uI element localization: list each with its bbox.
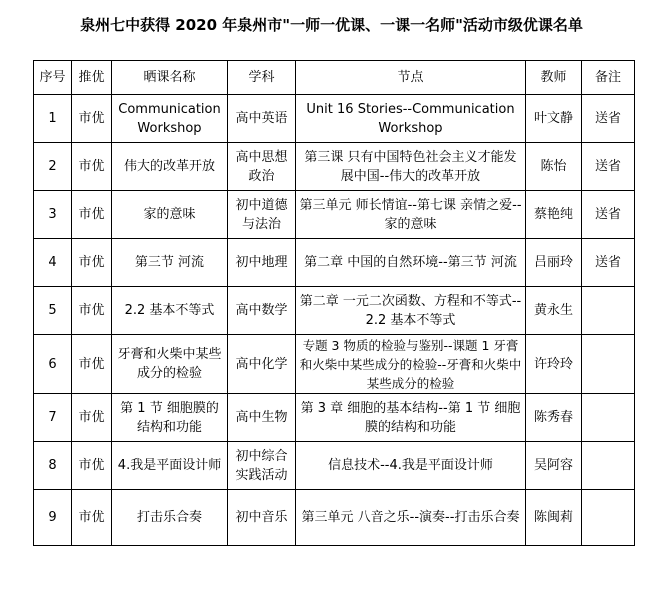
cell-recommend: 市优 — [72, 143, 112, 191]
cell-index: 5 — [34, 287, 72, 335]
cell-node: 第二章 一元二次函数、方程和不等式--2.2 基本不等式 — [296, 287, 526, 335]
table-row — [34, 143, 635, 191]
award-list-table — [33, 60, 635, 546]
cell-lesson-name: 2.2 基本不等式 — [112, 287, 228, 335]
cell-recommend: 市优 — [72, 191, 112, 239]
table-row — [34, 394, 635, 442]
cell-remark — [582, 287, 635, 335]
header-lesson-name: 晒课名称 — [112, 61, 228, 95]
cell-subject: 高中思想政治 — [228, 143, 296, 191]
table-row — [34, 191, 635, 239]
cell-recommend: 市优 — [72, 95, 112, 143]
table-row — [34, 95, 635, 143]
cell-index: 1 — [34, 95, 72, 143]
header-node: 节点 — [296, 61, 526, 95]
cell-index: 7 — [34, 394, 72, 442]
table-row — [34, 490, 635, 546]
cell-node: 信息技术--4.我是平面设计师 — [296, 442, 526, 490]
cell-recommend: 市优 — [72, 490, 112, 546]
header-recommend: 推优 — [72, 61, 112, 95]
cell-subject: 初中综合实践活动 — [228, 442, 296, 490]
cell-subject: 初中地理 — [228, 239, 296, 287]
cell-node: 第三课 只有中国特色社会主义才能发展中国--伟大的改革开放 — [296, 143, 526, 191]
table-row — [34, 442, 635, 490]
cell-remark: 送省 — [582, 95, 635, 143]
cell-teacher: 陈闽莉 — [526, 490, 582, 546]
cell-index: 6 — [34, 335, 72, 394]
cell-index: 8 — [34, 442, 72, 490]
cell-lesson-name: 家的意味 — [112, 191, 228, 239]
cell-subject: 初中音乐 — [228, 490, 296, 546]
cell-subject: 高中数学 — [228, 287, 296, 335]
cell-remark — [582, 442, 635, 490]
cell-subject: 高中英语 — [228, 95, 296, 143]
cell-teacher: 吴阿容 — [526, 442, 582, 490]
cell-lesson-name: 第三节 河流 — [112, 239, 228, 287]
header-index: 序号 — [34, 61, 72, 95]
cell-remark — [582, 490, 635, 546]
cell-index: 4 — [34, 239, 72, 287]
cell-teacher: 叶文静 — [526, 95, 582, 143]
cell-teacher: 蔡艳纯 — [526, 191, 582, 239]
cell-lesson-name: 4.我是平面设计师 — [112, 442, 228, 490]
document-title: 泉州七中获得 2020 年泉州市"一师一优课、一课一名师"活动市级优课名单 — [80, 16, 583, 34]
cell-teacher: 陈秀春 — [526, 394, 582, 442]
cell-lesson-name: 打击乐合奏 — [112, 490, 228, 546]
table-row — [34, 239, 635, 287]
cell-remark — [582, 335, 635, 394]
header-subject: 学科 — [228, 61, 296, 95]
cell-node: 第三单元 师长情谊--第七课 亲情之爱--家的意味 — [296, 191, 526, 239]
cell-subject: 高中生物 — [228, 394, 296, 442]
cell-lesson-name: Communication Workshop — [112, 95, 228, 143]
cell-subject: 高中化学 — [228, 335, 296, 394]
cell-node: 第 3 章 细胞的基本结构--第 1 节 细胞膜的结构和功能 — [296, 394, 526, 442]
cell-teacher: 许玲玲 — [526, 335, 582, 394]
cell-index: 2 — [34, 143, 72, 191]
table-row — [34, 335, 635, 394]
cell-teacher: 陈怡 — [526, 143, 582, 191]
cell-index: 3 — [34, 191, 72, 239]
cell-recommend: 市优 — [72, 442, 112, 490]
cell-recommend: 市优 — [72, 335, 112, 394]
header-teacher: 教师 — [526, 61, 582, 95]
table-row — [34, 287, 635, 335]
cell-teacher: 吕丽玲 — [526, 239, 582, 287]
cell-lesson-name: 牙膏和火柴中某些成分的检验 — [112, 335, 228, 394]
cell-remark: 送省 — [582, 191, 635, 239]
cell-teacher: 黄永生 — [526, 287, 582, 335]
cell-subject: 初中道德与法治 — [228, 191, 296, 239]
header-remark: 备注 — [582, 61, 635, 95]
cell-remark: 送省 — [582, 239, 635, 287]
cell-lesson-name: 第 1 节 细胞膜的结构和功能 — [112, 394, 228, 442]
table-header-row — [34, 61, 635, 95]
cell-recommend: 市优 — [72, 394, 112, 442]
cell-node: 第二章 中国的自然环境--第三节 河流 — [296, 239, 526, 287]
cell-index: 9 — [34, 490, 72, 546]
cell-remark — [582, 394, 635, 442]
cell-remark: 送省 — [582, 143, 635, 191]
cell-recommend: 市优 — [72, 239, 112, 287]
cell-recommend: 市优 — [72, 287, 112, 335]
cell-node: 第三单元 八音之乐--演奏--打击乐合奏 — [296, 490, 526, 546]
cell-lesson-name: 伟大的改革开放 — [112, 143, 228, 191]
cell-node: Unit 16 Stories--Communication Workshop — [296, 95, 526, 143]
cell-node: 专题 3 物质的检验与鉴别--课题 1 牙膏和火柴中某些成分的检验--牙膏和火柴中某些成分的检验 — [296, 335, 526, 394]
